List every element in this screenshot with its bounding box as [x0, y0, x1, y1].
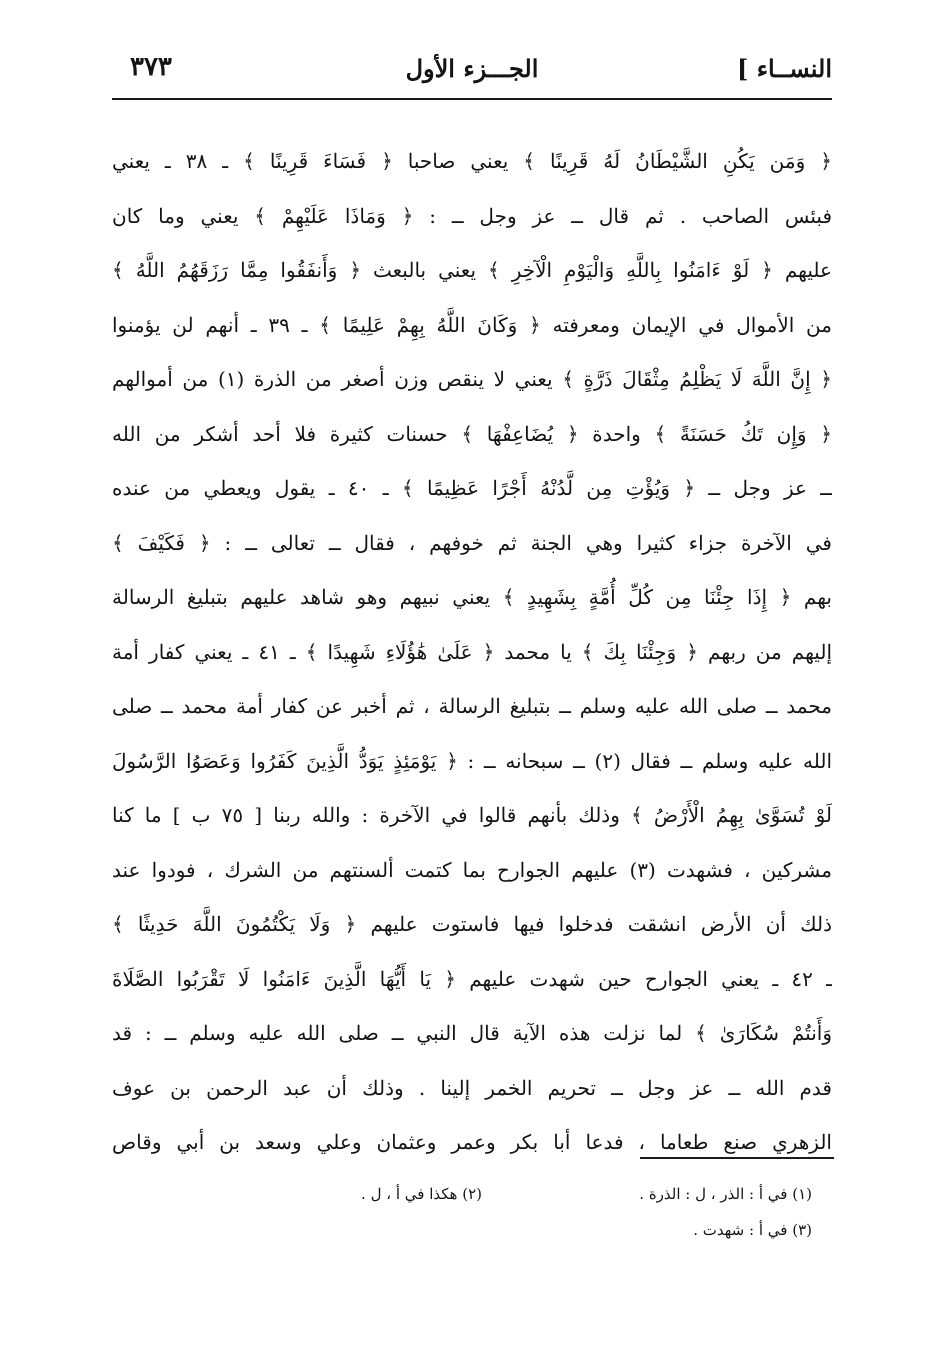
text-line: ـ ٤٢ ـ يعني الجوارح حين شهدت عليهم ﴿ يَا أَيُّهَا الَّذِينَ ءَامَنُوا لَا تَقْرَبُوا الصَّلَاةَ: [112, 966, 832, 991]
text-line: في الآخرة جزاء كثيرا وهي الجنة ثم خوفهم ، فقال ــ تعالى ــ : ﴿ فَكَيْفَ ﴾: [112, 530, 832, 555]
text-line: ــ عز وجل ــ ﴿ وَيُؤْتِ مِن لَّدُنْهُ أَجْرًا عَظِيمًا ﴾ ـ ٤٠ ـ يقول ويعطي من عنده: [112, 476, 832, 500]
footnote-row: [112, 1212, 812, 1248]
text-line: من الأموال في الإيمان ومعرفته ﴿ وَكَانَ اللَّهُ بِهِمْ عَلِيمًا ﴾ ـ ٣٩ ـ أنهم لن يؤمنوا: [112, 312, 832, 337]
text-line: محمد ــ صلى الله عليه وسلم ــ بتبليغ الرسالة ، ثم أخبر عن كفار أمة محمد ــ صلى: [112, 694, 832, 718]
text-line: قدم الله ــ عز وجل ــ تحريم الخمر إلينا . وذلك أن عبد الرحمن بن عوف: [112, 1075, 832, 1100]
text-line: ﴿ وَمَن يَكُنِ الشَّيْطَانُ لَهُ قَرِينًا ﴾ يعني صاحبا ﴿ فَسَاءَ قَرِينًا ﴾ ـ ٣٨ ـ يعني: [112, 149, 832, 173]
body-text: [112, 134, 832, 1170]
page-header: [112, 48, 832, 96]
running-section-title: النســاء ]: [736, 54, 832, 83]
footnote-3: (٣) في أ : شهدت .: [693, 1221, 812, 1239]
running-part-title: الجـــزء الأول: [405, 54, 539, 83]
text-line: وَأَنتُمْ سُكَارَىٰ ﴾ لما نزلت هذه الآية قال النبي ــ صلى الله عليه وسلم ــ : قد: [112, 1021, 832, 1045]
footnote-row: [112, 1176, 812, 1212]
text-line: لَوْ تُسَوَّىٰ بِهِمُ الْأَرْضُ ﴾ وذلك بأنهم قالوا في الآخرة : والله ربنا [ ٧٥ ب ] ما كنا: [112, 803, 832, 827]
text-line: فبئس الصاحب . ثم قال ــ عز وجل ــ : ﴿ وَمَاذَا عَلَيْهِمْ ﴾ يعني وما كان: [112, 203, 832, 228]
text-line: الزهري صنع طعاما ، فدعا أبا بكر وعمر وعثمان وعلي وسعد بن أبي وقاص: [112, 1130, 832, 1154]
text-line: بهم ﴿ إِذَا جِئْنَا مِن كُلِّ أُمَّةٍ بِشَهِيدٍ ﴾ يعني نبيهم وهو شاهد عليهم بتبليغ الرسالة: [112, 585, 832, 609]
text-line: الله عليه وسلم ــ فقال (٢) ــ سبحانه ــ : ﴿ يَوْمَئِذٍ يَوَدُّ الَّذِينَ كَفَرُوا وَعَصَوُا الرَّسُولَ: [112, 748, 832, 773]
text-line: عليهم ﴿ لَوْ ءَامَنُوا بِاللَّهِ وَالْيَوْمِ الْآخِرِ ﴾ يعني بالبعث ﴿ وَأَنفَقُوا مِمَّا رَزَقَهُمُ اللَّهُ ﴾: [112, 258, 832, 282]
text-line: ﴿ وَإِن تَكُ حَسَنَةً ﴾ واحدة ﴿ يُضَاعِفْهَا ﴾ حسنات كثيرة فلا أحد أشكر من الله: [112, 421, 832, 446]
footnote-1: (١) في أ : الذر ، ل : الذرة .: [639, 1185, 812, 1203]
text-line: ﴿ إِنَّ اللَّهَ لَا يَظْلِمُ مِثْقَالَ ذَرَّةٍ ﴾ يعني لا ينقص وزن أصغر من الذرة (١) من أموالهم: [112, 367, 832, 391]
page-number: ٣٧٣: [130, 52, 172, 82]
footnote-rule: [640, 1157, 834, 1159]
text-line: إليهم من ربهم ﴿ وَجِئْنَا بِكَ ﴾ يا محمد ﴿ عَلَىٰ هَٰؤُلَاءِ شَهِيدًا ﴾ ـ ٤١ ـ يعني كفار أمة: [112, 639, 832, 664]
text-line: مشركين ، فشهدت (٣) عليهم الجوارح بما كتمت ألسنتهم من الشرك ، فودوا عند: [112, 857, 832, 882]
header-rule: [112, 98, 832, 100]
footnotes: [112, 1176, 812, 1248]
footnote-2: (٢) هكذا في أ ، ل .: [361, 1185, 482, 1203]
text-line: ذلك أن الأرض انشقت فدخلوا فيها فاستوت عليهم ﴿ وَلَا يَكْتُمُونَ اللَّهَ حَدِيثًا ﴾: [112, 912, 832, 936]
